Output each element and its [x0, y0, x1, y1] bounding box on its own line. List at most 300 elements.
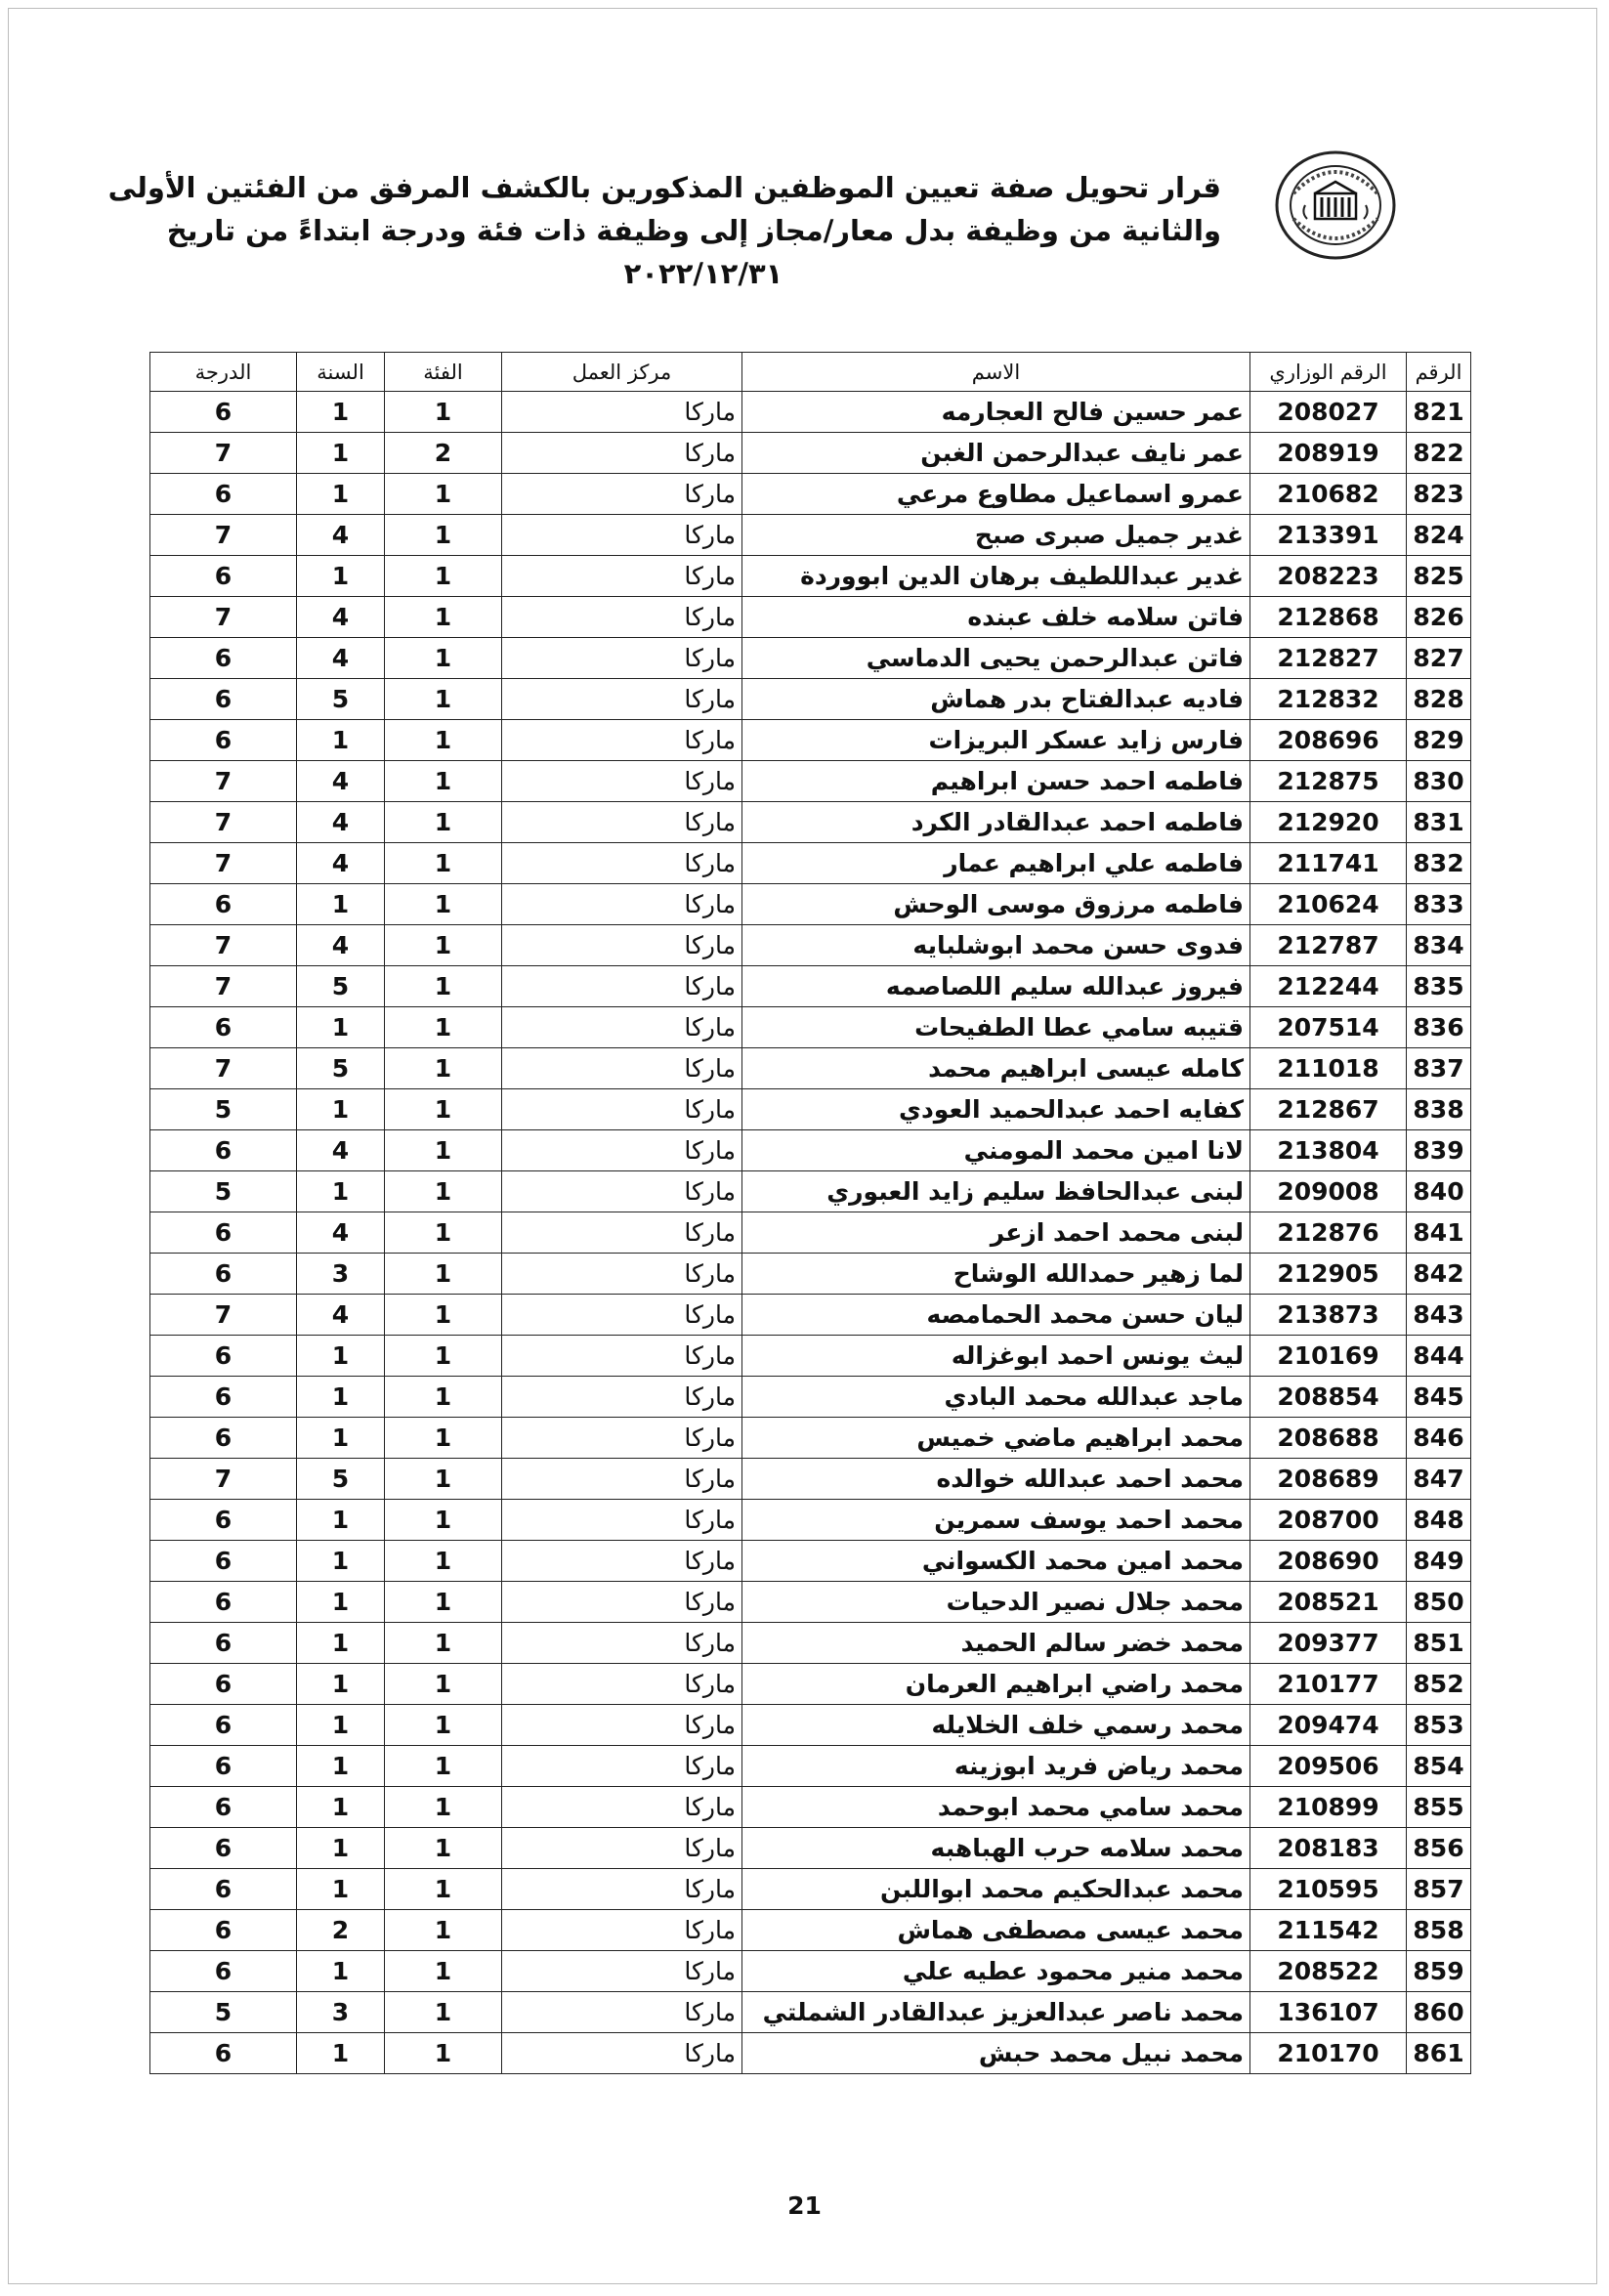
cell-category: 1	[385, 843, 502, 884]
cell-name: ليان حسن محمد الحمامصه	[742, 1295, 1250, 1336]
cell-grade: 6	[150, 720, 297, 761]
table-row	[150, 1459, 1471, 1500]
cell-name: فارس زايد عسكر البريزات	[742, 720, 1250, 761]
cell-work-center: ماركا	[502, 1541, 742, 1582]
cell-ministry-id: 208690	[1250, 1541, 1407, 1582]
cell-work-center: ماركا	[502, 638, 742, 679]
cell-year: 2	[297, 1910, 385, 1951]
cell-num: 857	[1407, 1869, 1471, 1910]
cell-num: 835	[1407, 966, 1471, 1007]
table-row	[150, 1171, 1471, 1212]
cell-grade: 6	[150, 392, 297, 433]
cell-category: 1	[385, 1130, 502, 1171]
cell-grade: 5	[150, 1992, 297, 2033]
cell-grade: 6	[150, 1336, 297, 1377]
cell-year: 1	[297, 720, 385, 761]
cell-category: 1	[385, 966, 502, 1007]
cell-category: 1	[385, 1910, 502, 1951]
cell-name: محمد راضي ابراهيم العرمان	[742, 1664, 1250, 1705]
cell-category: 1	[385, 1705, 502, 1746]
cell-grade: 7	[150, 597, 297, 638]
cell-ministry-id: 208183	[1250, 1828, 1407, 1869]
cell-num: 852	[1407, 1664, 1471, 1705]
cell-num: 860	[1407, 1992, 1471, 2033]
cell-ministry-id: 136107	[1250, 1992, 1407, 2033]
cell-category: 1	[385, 1459, 502, 1500]
cell-ministry-id: 208522	[1250, 1951, 1407, 1992]
cell-grade: 6	[150, 1828, 297, 1869]
cell-year: 1	[297, 1869, 385, 1910]
cell-num: 851	[1407, 1623, 1471, 1664]
cell-num: 831	[1407, 802, 1471, 843]
cell-category: 1	[385, 761, 502, 802]
table-row	[150, 1705, 1471, 1746]
cell-grade: 6	[150, 2033, 297, 2074]
cell-grade: 6	[150, 1500, 297, 1541]
cell-year: 1	[297, 1746, 385, 1787]
cell-ministry-id: 208223	[1250, 556, 1407, 597]
cell-name: عمرو اسماعيل مطاوع مرعي	[742, 474, 1250, 515]
table-row	[150, 1664, 1471, 1705]
cell-work-center: ماركا	[502, 1130, 742, 1171]
cell-work-center: ماركا	[502, 1869, 742, 1910]
cell-work-center: ماركا	[502, 1623, 742, 1664]
table-row	[150, 1623, 1471, 1664]
cell-ministry-id: 211741	[1250, 843, 1407, 884]
cell-grade: 6	[150, 1910, 297, 1951]
cell-work-center: ماركا	[502, 597, 742, 638]
cell-grade: 7	[150, 1459, 297, 1500]
cell-name: فاتن عبدالرحمن يحيى الدماسي	[742, 638, 1250, 679]
col-header-grade: الدرجة	[150, 353, 297, 392]
cell-year: 1	[297, 556, 385, 597]
cell-num: 842	[1407, 1254, 1471, 1295]
cell-year: 4	[297, 802, 385, 843]
cell-ministry-id: 211018	[1250, 1048, 1407, 1089]
cell-category: 1	[385, 392, 502, 433]
cell-num: 832	[1407, 843, 1471, 884]
cell-num: 841	[1407, 1212, 1471, 1254]
cell-year: 1	[297, 1828, 385, 1869]
cell-name: محمد امين محمد الكسواني	[742, 1541, 1250, 1582]
table-row	[150, 474, 1471, 515]
cell-ministry-id: 213804	[1250, 1130, 1407, 1171]
cell-ministry-id: 212867	[1250, 1089, 1407, 1130]
cell-ministry-id: 208688	[1250, 1418, 1407, 1459]
cell-grade: 7	[150, 433, 297, 474]
cell-grade: 6	[150, 1212, 297, 1254]
cell-name: محمد نبيل محمد حبش	[742, 2033, 1250, 2074]
cell-name: فاطمه علي ابراهيم عمار	[742, 843, 1250, 884]
cell-year: 1	[297, 1787, 385, 1828]
cell-ministry-id: 209377	[1250, 1623, 1407, 1664]
cell-grade: 6	[150, 1130, 297, 1171]
cell-name: فاديه عبدالفتاح بدر هماش	[742, 679, 1250, 720]
cell-name: فيروز عبدالله سليم اللصاصمه	[742, 966, 1250, 1007]
cell-name: محمد رسمي خلف الخلايله	[742, 1705, 1250, 1746]
cell-grade: 7	[150, 925, 297, 966]
cell-work-center: ماركا	[502, 1336, 742, 1377]
cell-year: 1	[297, 2033, 385, 2074]
table-row	[150, 1951, 1471, 1992]
cell-grade: 6	[150, 1664, 297, 1705]
cell-work-center: ماركا	[502, 392, 742, 433]
cell-category: 1	[385, 720, 502, 761]
cell-num: 849	[1407, 1541, 1471, 1582]
cell-grade: 7	[150, 843, 297, 884]
cell-ministry-id: 212875	[1250, 761, 1407, 802]
cell-name: عمر حسين فالح العجارمه	[742, 392, 1250, 433]
cell-work-center: ماركا	[502, 843, 742, 884]
cell-year: 3	[297, 1992, 385, 2033]
cell-category: 1	[385, 515, 502, 556]
cell-ministry-id: 210682	[1250, 474, 1407, 515]
cell-work-center: ماركا	[502, 1295, 742, 1336]
cell-category: 1	[385, 1295, 502, 1336]
cell-category: 1	[385, 1541, 502, 1582]
cell-year: 4	[297, 638, 385, 679]
cell-work-center: ماركا	[502, 802, 742, 843]
cell-num: 845	[1407, 1377, 1471, 1418]
table-row	[150, 638, 1471, 679]
cell-num: 854	[1407, 1746, 1471, 1787]
cell-work-center: ماركا	[502, 1048, 742, 1089]
cell-num: 834	[1407, 925, 1471, 966]
cell-work-center: ماركا	[502, 1787, 742, 1828]
cell-year: 5	[297, 966, 385, 1007]
cell-year: 3	[297, 1254, 385, 1295]
cell-work-center: ماركا	[502, 1459, 742, 1500]
page-number: 21	[787, 2191, 822, 2220]
cell-name: محمد ابراهيم ماضي خميس	[742, 1418, 1250, 1459]
cell-grade: 7	[150, 802, 297, 843]
cell-name: كامله عيسى ابراهيم محمد	[742, 1048, 1250, 1089]
cell-grade: 6	[150, 1869, 297, 1910]
cell-num: 822	[1407, 433, 1471, 474]
table-row	[150, 1869, 1471, 1910]
table-row	[150, 1295, 1471, 1336]
cell-category: 1	[385, 1582, 502, 1623]
cell-work-center: ماركا	[502, 925, 742, 966]
cell-grade: 6	[150, 884, 297, 925]
cell-ministry-id: 210624	[1250, 884, 1407, 925]
cell-category: 1	[385, 1500, 502, 1541]
col-header-year: السنة	[297, 353, 385, 392]
cell-name: قتيبه سامي عطا الطفيحات	[742, 1007, 1250, 1048]
cell-grade: 6	[150, 638, 297, 679]
table-body	[150, 392, 1471, 2074]
cell-year: 5	[297, 1048, 385, 1089]
cell-work-center: ماركا	[502, 679, 742, 720]
cell-num: 824	[1407, 515, 1471, 556]
cell-work-center: ماركا	[502, 761, 742, 802]
cell-name: محمد احمد يوسف سمرين	[742, 1500, 1250, 1541]
cell-year: 4	[297, 1212, 385, 1254]
cell-category: 1	[385, 925, 502, 966]
cell-num: 856	[1407, 1828, 1471, 1869]
cell-name: كفايه احمد عبدالحميد العودي	[742, 1089, 1250, 1130]
cell-grade: 6	[150, 474, 297, 515]
cell-name: لبنى عبدالحافظ سليم زايد العبوري	[742, 1171, 1250, 1212]
cell-name: محمد سامي محمد ابوحمد	[742, 1787, 1250, 1828]
cell-num: 840	[1407, 1171, 1471, 1212]
cell-work-center: ماركا	[502, 884, 742, 925]
cell-grade: 6	[150, 679, 297, 720]
table-row	[150, 1500, 1471, 1541]
table-row	[150, 433, 1471, 474]
cell-name: ماجد عبدالله محمد البادي	[742, 1377, 1250, 1418]
table-row	[150, 1130, 1471, 1171]
cell-grade: 6	[150, 1705, 297, 1746]
cell-num: 846	[1407, 1418, 1471, 1459]
cell-category: 1	[385, 1171, 502, 1212]
cell-grade: 7	[150, 761, 297, 802]
cell-ministry-id: 211542	[1250, 1910, 1407, 1951]
cell-work-center: ماركا	[502, 1171, 742, 1212]
cell-year: 4	[297, 761, 385, 802]
cell-year: 1	[297, 1951, 385, 1992]
table-row	[150, 1746, 1471, 1787]
cell-grade: 6	[150, 556, 297, 597]
cell-num: 833	[1407, 884, 1471, 925]
cell-category: 1	[385, 1336, 502, 1377]
cell-grade: 7	[150, 1048, 297, 1089]
cell-year: 1	[297, 1500, 385, 1541]
cell-name: فدوى حسن محمد ابوشلبايه	[742, 925, 1250, 966]
cell-work-center: ماركا	[502, 1705, 742, 1746]
cell-category: 1	[385, 1664, 502, 1705]
cell-work-center: ماركا	[502, 2033, 742, 2074]
cell-ministry-id: 208854	[1250, 1377, 1407, 1418]
cell-num: 861	[1407, 2033, 1471, 2074]
cell-work-center: ماركا	[502, 1664, 742, 1705]
cell-ministry-id: 210177	[1250, 1664, 1407, 1705]
cell-num: 830	[1407, 761, 1471, 802]
cell-year: 4	[297, 1130, 385, 1171]
cell-work-center: ماركا	[502, 966, 742, 1007]
cell-num: 827	[1407, 638, 1471, 679]
cell-name: فاطمه احمد عبدالقادر الكرد	[742, 802, 1250, 843]
cell-num: 858	[1407, 1910, 1471, 1951]
cell-work-center: ماركا	[502, 433, 742, 474]
col-header-num: الرقم	[1407, 353, 1471, 392]
cell-grade: 6	[150, 1623, 297, 1664]
cell-name: محمد ناصر عبدالعزيز عبدالقادر الشملتي	[742, 1992, 1250, 2033]
cell-num: 826	[1407, 597, 1471, 638]
cell-grade: 6	[150, 1377, 297, 1418]
cell-grade: 6	[150, 1951, 297, 1992]
cell-category: 1	[385, 1048, 502, 1089]
cell-work-center: ماركا	[502, 1746, 742, 1787]
table-row	[150, 1254, 1471, 1295]
cell-ministry-id: 208027	[1250, 392, 1407, 433]
cell-num: 825	[1407, 556, 1471, 597]
table-row	[150, 884, 1471, 925]
cell-year: 1	[297, 1623, 385, 1664]
cell-ministry-id: 213873	[1250, 1295, 1407, 1336]
cell-grade: 7	[150, 515, 297, 556]
cell-name: لما زهير حمدالله الوشاح	[742, 1254, 1250, 1295]
table-header-row	[150, 353, 1471, 392]
cell-ministry-id: 210899	[1250, 1787, 1407, 1828]
cell-category: 1	[385, 1992, 502, 2033]
cell-year: 1	[297, 1171, 385, 1212]
table-row	[150, 966, 1471, 1007]
table-row	[150, 1336, 1471, 1377]
cell-num: 847	[1407, 1459, 1471, 1500]
cell-year: 1	[297, 1089, 385, 1130]
cell-category: 1	[385, 1623, 502, 1664]
cell-year: 4	[297, 1295, 385, 1336]
cell-name: غدير عبداللطيف برهان الدين ابووردة	[742, 556, 1250, 597]
cell-ministry-id: 212868	[1250, 597, 1407, 638]
cell-num: 850	[1407, 1582, 1471, 1623]
cell-work-center: ماركا	[502, 1582, 742, 1623]
cell-work-center: ماركا	[502, 1418, 742, 1459]
cell-category: 1	[385, 1869, 502, 1910]
cell-category: 1	[385, 1828, 502, 1869]
cell-year: 1	[297, 392, 385, 433]
table-row	[150, 720, 1471, 761]
table-row	[150, 1541, 1471, 1582]
table-row	[150, 1212, 1471, 1254]
cell-category: 1	[385, 1418, 502, 1459]
cell-year: 1	[297, 1582, 385, 1623]
cell-ministry-id: 208919	[1250, 433, 1407, 474]
col-header-ministry-id: الرقم الوزاري	[1250, 353, 1407, 392]
cell-num: 836	[1407, 1007, 1471, 1048]
cell-num: 855	[1407, 1787, 1471, 1828]
table-row	[150, 1828, 1471, 1869]
cell-category: 1	[385, 638, 502, 679]
cell-category: 1	[385, 1951, 502, 1992]
cell-name: محمد منير محمود عطيه علي	[742, 1951, 1250, 1992]
cell-ministry-id: 210595	[1250, 1869, 1407, 1910]
cell-work-center: ماركا	[502, 1254, 742, 1295]
cell-ministry-id: 212827	[1250, 638, 1407, 679]
table-row	[150, 1418, 1471, 1459]
cell-ministry-id: 209506	[1250, 1746, 1407, 1787]
cell-name: محمد عبدالحكيم محمد ابواللبن	[742, 1869, 1250, 1910]
cell-work-center: ماركا	[502, 1910, 742, 1951]
title-line-3-date: ٢٠٢٢/١٢/٣١	[623, 257, 783, 290]
cell-grade: 6	[150, 1541, 297, 1582]
cell-grade: 5	[150, 1089, 297, 1130]
cell-grade: 6	[150, 1746, 297, 1787]
table-row	[150, 843, 1471, 884]
cell-ministry-id: 212244	[1250, 966, 1407, 1007]
table-row	[150, 1048, 1471, 1089]
cell-year: 1	[297, 1541, 385, 1582]
table-row	[150, 1910, 1471, 1951]
cell-work-center: ماركا	[502, 1377, 742, 1418]
cell-name: لانا امين محمد المومني	[742, 1130, 1250, 1171]
decision-title	[107, 166, 1221, 295]
cell-category: 1	[385, 1212, 502, 1254]
cell-ministry-id: 212876	[1250, 1212, 1407, 1254]
cell-ministry-id: 208521	[1250, 1582, 1407, 1623]
cell-category: 1	[385, 884, 502, 925]
cell-ministry-id: 209008	[1250, 1171, 1407, 1212]
cell-year: 5	[297, 679, 385, 720]
table-row	[150, 556, 1471, 597]
cell-category: 1	[385, 1787, 502, 1828]
cell-ministry-id: 213391	[1250, 515, 1407, 556]
cell-year: 1	[297, 1336, 385, 1377]
cell-grade: 7	[150, 966, 297, 1007]
cell-category: 1	[385, 1007, 502, 1048]
cell-grade: 6	[150, 1418, 297, 1459]
cell-num: 839	[1407, 1130, 1471, 1171]
cell-year: 5	[297, 1459, 385, 1500]
cell-work-center: ماركا	[502, 515, 742, 556]
cell-num: 844	[1407, 1336, 1471, 1377]
table-row	[150, 761, 1471, 802]
cell-year: 4	[297, 515, 385, 556]
cell-num: 838	[1407, 1089, 1471, 1130]
table-row	[150, 392, 1471, 433]
cell-name: لبنى محمد احمد ازعر	[742, 1212, 1250, 1254]
cell-category: 1	[385, 802, 502, 843]
cell-year: 1	[297, 1418, 385, 1459]
cell-category: 1	[385, 597, 502, 638]
cell-num: 821	[1407, 392, 1471, 433]
cell-year: 1	[297, 433, 385, 474]
cell-grade: 5	[150, 1171, 297, 1212]
cell-work-center: ماركا	[502, 1500, 742, 1541]
table-row	[150, 597, 1471, 638]
cell-name: محمد جلال نصير الدحيات	[742, 1582, 1250, 1623]
cell-work-center: ماركا	[502, 556, 742, 597]
cell-ministry-id: 210169	[1250, 1336, 1407, 1377]
table-row	[150, 802, 1471, 843]
cell-grade: 6	[150, 1582, 297, 1623]
cell-work-center: ماركا	[502, 1951, 742, 1992]
cell-name: غدير جميل صبرى صبح	[742, 515, 1250, 556]
table-row	[150, 1007, 1471, 1048]
cell-category: 1	[385, 1254, 502, 1295]
title-line-2: والثانية من وظيفة بدل معار/مجاز إلى وظيفة ذات فئة ودرجة ابتداءً من تاريخ	[166, 214, 1221, 247]
table-row	[150, 679, 1471, 720]
cell-num: 853	[1407, 1705, 1471, 1746]
cell-work-center: ماركا	[502, 1007, 742, 1048]
cell-year: 1	[297, 1007, 385, 1048]
cell-work-center: ماركا	[502, 1089, 742, 1130]
cell-year: 1	[297, 474, 385, 515]
employee-table	[149, 352, 1471, 2074]
cell-ministry-id: 210170	[1250, 2033, 1407, 2074]
cell-ministry-id: 208689	[1250, 1459, 1407, 1500]
cell-name: عمر نايف عبدالرحمن الغبن	[742, 433, 1250, 474]
cell-category: 1	[385, 556, 502, 597]
cell-category: 1	[385, 679, 502, 720]
cell-name: محمد سلامه حرب الهباهبه	[742, 1828, 1250, 1869]
cell-year: 4	[297, 925, 385, 966]
cell-year: 1	[297, 1377, 385, 1418]
cell-year: 4	[297, 597, 385, 638]
table-row	[150, 2033, 1471, 2074]
table-row	[150, 925, 1471, 966]
cell-ministry-id: 212832	[1250, 679, 1407, 720]
table-row	[150, 515, 1471, 556]
cell-name: ليث يونس احمد ابوغزاله	[742, 1336, 1250, 1377]
cell-name: فاطمه احمد حسن ابراهيم	[742, 761, 1250, 802]
cell-category: 2	[385, 433, 502, 474]
title-line-1: قرار تحويل صفة تعيين الموظفين المذكورين بالكشف المرفق من الفئتين الأولى	[107, 171, 1221, 204]
cell-num: 859	[1407, 1951, 1471, 1992]
cell-num: 829	[1407, 720, 1471, 761]
ministry-seal-logo	[1272, 147, 1399, 264]
